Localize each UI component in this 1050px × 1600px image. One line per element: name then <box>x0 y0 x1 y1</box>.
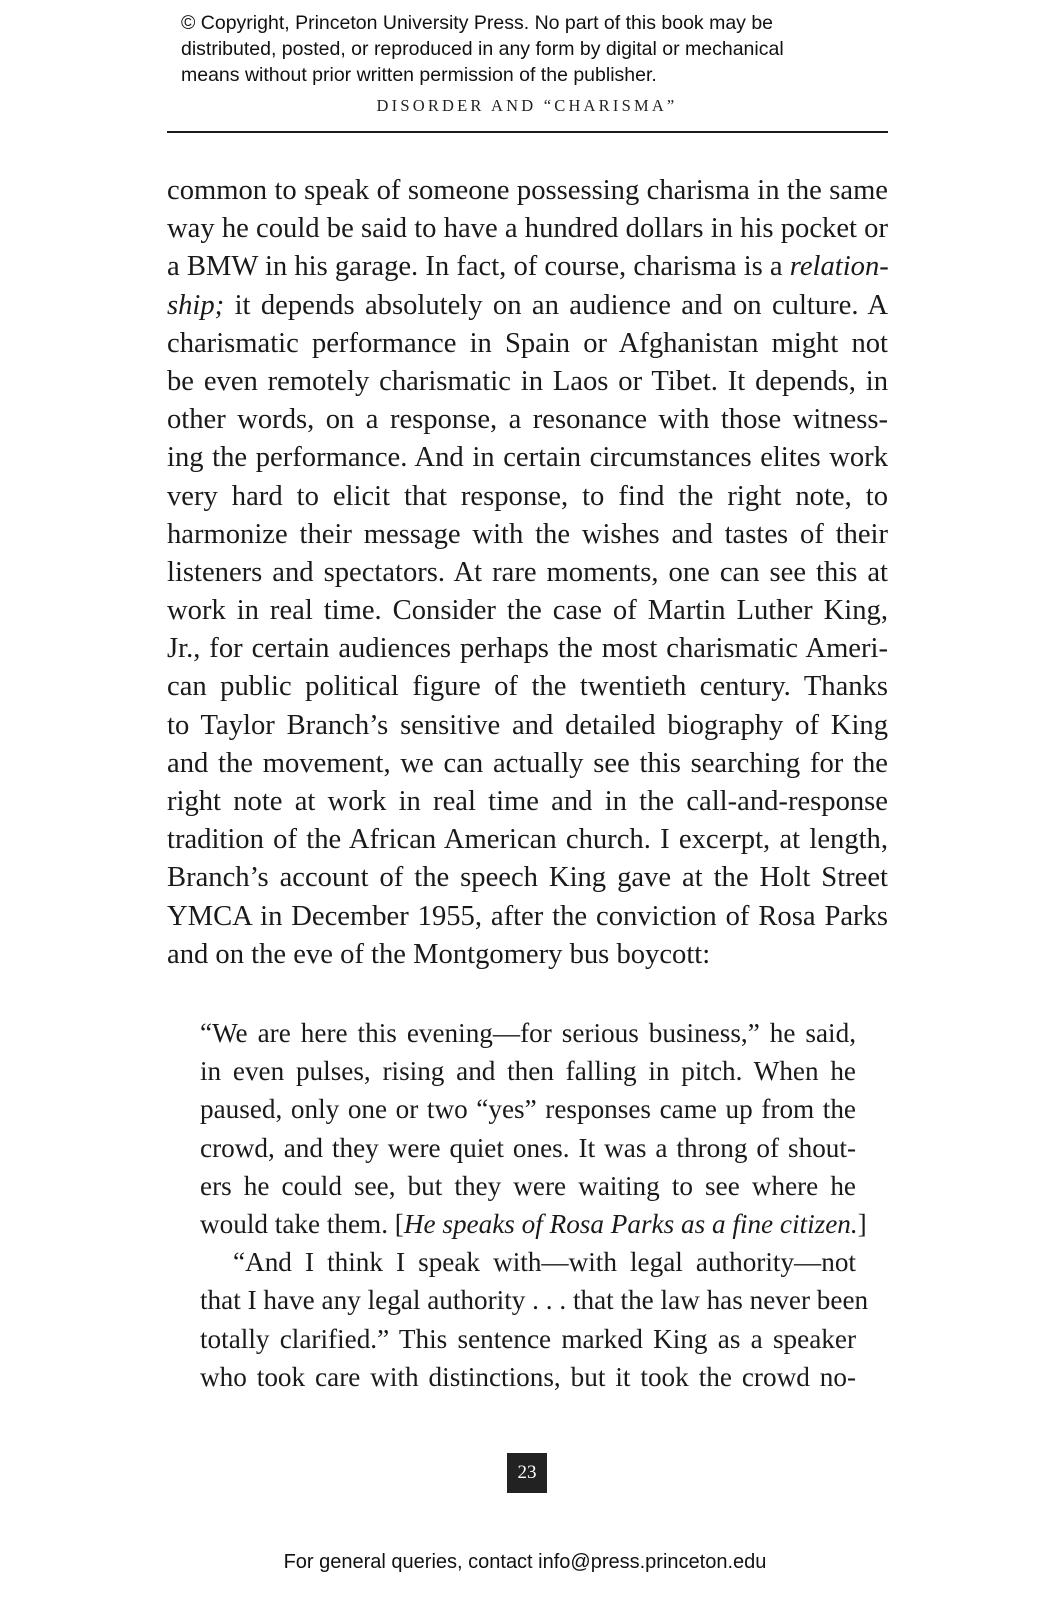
quote-line: who took care with distinctions, but it took the crowd no- <box>200 1361 856 1392</box>
footer-contact: For general queries, contact info@press.princeton.edu <box>283 1551 767 1573</box>
copyright-line: distributed, posted, or reproduced in any form by digital or mechanical <box>181 38 784 60</box>
quote-line: ers he could see, but they were waiting to see where he <box>200 1170 856 1201</box>
quote-line: in even pulses, rising and then falling in pitch. When he <box>200 1056 856 1087</box>
header-rule <box>167 131 888 133</box>
text-line: be even remotely charismatic in Laos or Tibet. It depends, in <box>167 365 888 397</box>
text-line <box>167 287 888 325</box>
quote-line <box>200 1205 867 1243</box>
text-line: YMCA in December 1955, after the conviction of Rosa Parks <box>167 900 888 932</box>
text-line: way he could be said to have a hundred dollars in his pocket or <box>167 213 888 245</box>
italic-text: relation- <box>789 251 889 283</box>
text-line: listeners and spectators. At rare moments, one can see this at <box>167 556 888 588</box>
text-line: ing the performance. And in certain circumstances elites work <box>167 442 888 474</box>
text-line: other words, on a response, a resonance with those witness- <box>167 404 888 436</box>
text-line <box>167 248 888 286</box>
bracket: ] <box>857 1208 867 1239</box>
text-line: very hard to elicit that response, to find the right note, to <box>167 480 888 512</box>
running-head: DISORDER AND “CHARISMA” <box>376 96 678 115</box>
text-line: right note at work in real time and in the call-and-response <box>167 786 888 817</box>
body-paragraph <box>167 172 888 974</box>
text-line: common to speak of someone possessing charisma in the same <box>167 175 888 206</box>
text-line: Jr., for certain audiences perhaps the most charismatic Ameri- <box>167 633 888 665</box>
text-line: work in real time. Consider the case of Martin Luther King, <box>167 595 888 627</box>
page-number: 23 <box>507 1453 547 1493</box>
quote-line: “We are here this evening—for serious business,” he said, <box>200 1018 856 1048</box>
text-span: a BMW in his garage. In fact, of course, charisma is a <box>167 251 790 283</box>
copyright-notice <box>181 10 901 88</box>
text-line: charismatic performance in Spain or Afghanistan might not <box>167 327 888 359</box>
text-span: would take them. [ <box>200 1208 404 1239</box>
text-line: Branch’s account of the speech King gave at the Holt Street <box>167 862 888 894</box>
text-line: can public political figure of the twentieth century. Thanks <box>167 671 888 703</box>
text-span: it depends absolutely on an audience and on culture. A <box>224 289 888 321</box>
text-line: to Taylor Branch’s sensitive and detailed biography of King <box>167 709 888 741</box>
quote-line: that I have any legal authority . . . that the law has never been <box>200 1285 869 1316</box>
block-quote <box>200 1014 869 1396</box>
text-line: and on the eve of the Montgomery bus boycott: <box>167 938 711 970</box>
quote-line: “And I think I speak with—with legal authority—not <box>233 1247 856 1278</box>
text-line: and the movement, we can actually see this searching for the <box>167 747 888 779</box>
quote-line: paused, only one or two “yes” responses came up from the <box>200 1094 856 1125</box>
text-line: tradition of the African American church. I excerpt, at length, <box>167 824 888 856</box>
copyright-line: means without prior written permission of the publisher. <box>181 64 657 86</box>
italic-text: He speaks of Rosa Parks as a fine citizen. <box>403 1208 858 1239</box>
text-line: harmonize their message with the wishes and tastes of their <box>167 518 888 550</box>
quote-line: crowd, and they were quiet ones. It was a throng of shout- <box>200 1132 856 1163</box>
quote-line: totally clarified.” This sentence marked King as a speaker <box>200 1323 856 1354</box>
copyright-line: © Copyright, Princeton University Press. No part of this book may be <box>181 12 774 34</box>
italic-text: ship; <box>167 289 225 321</box>
